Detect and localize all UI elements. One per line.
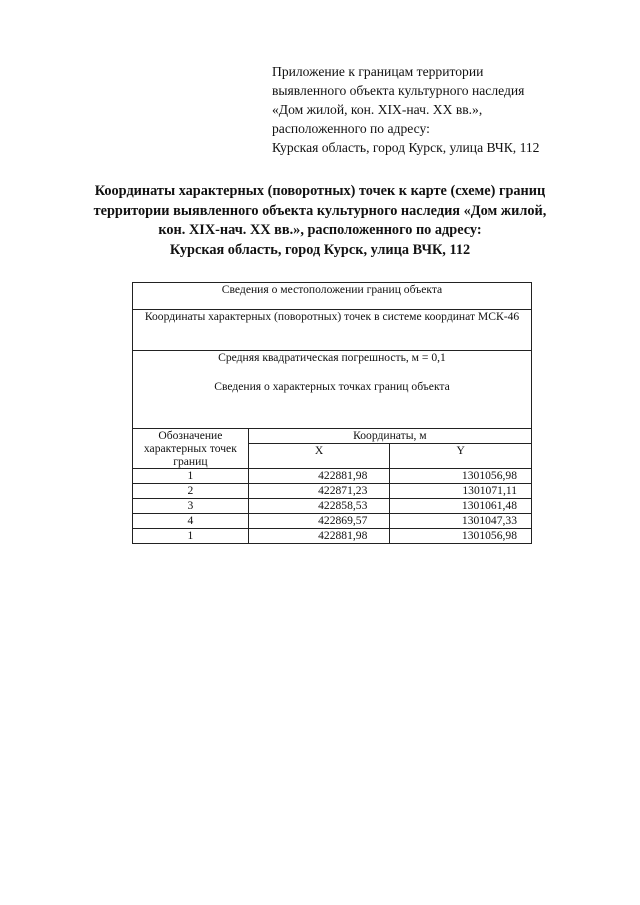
- point-id: 1: [133, 469, 249, 484]
- point-y: 1301047,33: [390, 514, 532, 529]
- point-x: 422881,98: [248, 469, 390, 484]
- point-x: 422871,23: [248, 484, 390, 499]
- title-line: территории выявленного объекта культурного наследия «Дом жилой,: [93, 202, 547, 219]
- table-info-header: Сведения о местоположении границ объекта: [133, 283, 532, 310]
- point-x: 422858,53: [248, 499, 390, 514]
- point-y: 1301061,48: [390, 499, 532, 514]
- point-id: 2: [133, 484, 249, 499]
- point-id: 4: [133, 514, 249, 529]
- table-system-header: Координаты характерных (поворотных) точек в системе координат МСК-46: [133, 310, 532, 351]
- appendix-line: Приложение к границам территории: [272, 64, 484, 79]
- document-title: [60, 182, 580, 260]
- column-y-header: Y: [390, 444, 532, 469]
- title-line: Координаты характерных (поворотных) точек к карте (схеме) границ: [94, 183, 546, 199]
- point-y: 1301071,11: [390, 484, 532, 499]
- table-row: [133, 469, 532, 484]
- table-row: [133, 499, 532, 514]
- points-header: Сведения о характерных точках границ объекта: [214, 380, 450, 393]
- error-text: Средняя квадратическая погрешность, м = 0,1: [218, 351, 446, 364]
- table-row: [133, 484, 532, 499]
- point-id: 1: [133, 529, 249, 544]
- appendix-note: [272, 62, 539, 157]
- column-label-header: Обозначение характерных точек границ: [133, 429, 249, 469]
- title-line: кон. XIX-нач. XX вв.», расположенного по адресу:: [158, 222, 482, 238]
- table-row: [133, 514, 532, 529]
- table-row: [133, 529, 532, 544]
- appendix-line: «Дом жилой, кон. XIX-нач. XX вв.»,: [272, 102, 483, 117]
- table-error-cell: [133, 351, 532, 429]
- point-y: 1301056,98: [390, 529, 532, 544]
- title-line: Курская область, город Курск, улица ВЧК, 112: [169, 241, 471, 258]
- point-x: 422869,57: [248, 514, 390, 529]
- point-y: 1301056,98: [390, 469, 532, 484]
- coordinates-table: [132, 282, 532, 544]
- appendix-line: Курская область, город Курск, улица ВЧК, 112: [272, 140, 540, 155]
- column-x-header: X: [248, 444, 390, 469]
- point-x: 422881,98: [248, 529, 390, 544]
- coords-header: Координаты, м: [248, 429, 531, 444]
- appendix-line: выявленного объекта культурного наследия: [272, 83, 525, 98]
- point-id: 3: [133, 499, 249, 514]
- appendix-line: расположенного по адресу:: [272, 121, 430, 136]
